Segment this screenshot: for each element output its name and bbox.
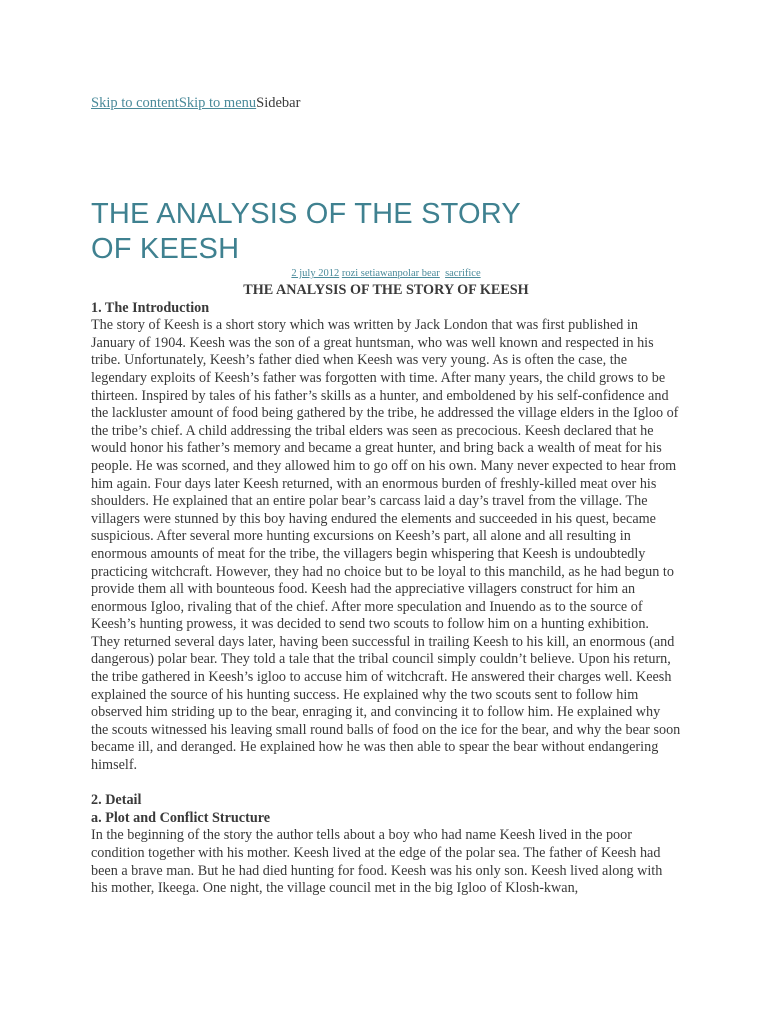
article-heading: THE ANALYSIS OF THE STORY OF KEESH (243, 282, 529, 298)
section-title-detail: 2. Detail (91, 792, 142, 809)
skip-to-content-link[interactable]: Skip to content (91, 95, 179, 111)
tag-link-sacrifice[interactable]: sacrifice (445, 268, 481, 279)
introduction-paragraph: The story of Keesh is a short story which was written by Jack London that was first published in January of 1904. Keesh was the son of a great huntsman, who was well known and respected in his tribe. Unfortunately, Keesh’s father died when Keesh was very young. As is often the case, the legendary exploits of Keesh’s father was forgotten with time. After many years, the child grows to be thirteen. Inspired by tales of his father’s skills as a hunter, and emboldened by his self-confidence and the lackluster amount of food being gathered by the tribe, he addressed the village elders in the Igloo of the tribe’s chief. A child addressing the tribal elders was seen as precocious. Keesh declared that he would honor his father’s memory and became a great hunter, and bring back a wealth of meat for his people. He was scorned, and they allowed him to go off on his own. Many never expected to hear from him again. Four days later Keesh returned, with an enormous burden of freshly-killed meat over his shoulders. He explained that an entire polar bear’s carcass laid a day’s travel from the village. The villagers were stunned by this boy having endured the elements and succeeded in his quest, became suspicious. After several more hunting excursions on Keesh’s part, all alone and all resulting in enormous amounts of meat for the tribe, the villagers begin whispering that Keesh is undoubtedly practicing witchcraft. However, they had no choice but to be loyal to this manchild, as he had begun to provide them all with bounteous food. Keesh had the appreciative villagers construct for him an enormous Igloo, rivaling that of the chief. After more speculation and Inuendo as to the source of Keesh’s hunting prowess, it was decided to send two scouts to follow him on a hunting exhibition. They returned several days later, having been successful in trailing Keesh to his kill, an enormous (and dangerous) polar bear. They told a tale that the tribal council simply couldn’t believe. Upon his return, the tribe gathered in Keesh’s igloo to accuse him of witchcraft. He answered their charges well. Keesh explained the source of his hunting success. He explained why the two scouts sent to follow him observed him striding up to the bear, enraging it, and convincing it to follow him. He explained why the scouts witnessed his leaving small round balls of food on the ice for the bear, and why the bear soon became ill, and deranged. He explained how he was then able to spear the bear without endangering himself. (91, 317, 681, 774)
tag-link-polar-bear[interactable]: polar bear (397, 268, 440, 279)
post-meta (91, 267, 681, 280)
article-body (91, 282, 681, 898)
sidebar-label: Sidebar (256, 95, 301, 111)
site-title: THE ANALYSIS OF THE STORY OF KEESH (91, 198, 521, 265)
section-title-plot: a. Plot and Conflict Structure (91, 809, 271, 826)
post-date-link[interactable]: 2 july 2012 (291, 268, 340, 279)
plot-paragraph: In the beginning of the story the author tells about a boy who had name Keesh lived in the poor condition together with his mother. Keesh lived at the edge of the polar sea. The father of Keesh had been a brave man. But he had died hunting for food. Keesh was his only son. Keesh lived along with his mother, Ikeega. One night, the village council met in the big Igloo of Klosh-kwan, (91, 827, 663, 897)
post-author-link[interactable]: rozi setiawan (341, 268, 398, 279)
paragraph-gap (91, 775, 681, 793)
skip-links (91, 94, 300, 112)
skip-to-menu-link[interactable]: Skip to menu (178, 95, 257, 111)
section-title-introduction: 1. The Introduction (91, 299, 210, 316)
